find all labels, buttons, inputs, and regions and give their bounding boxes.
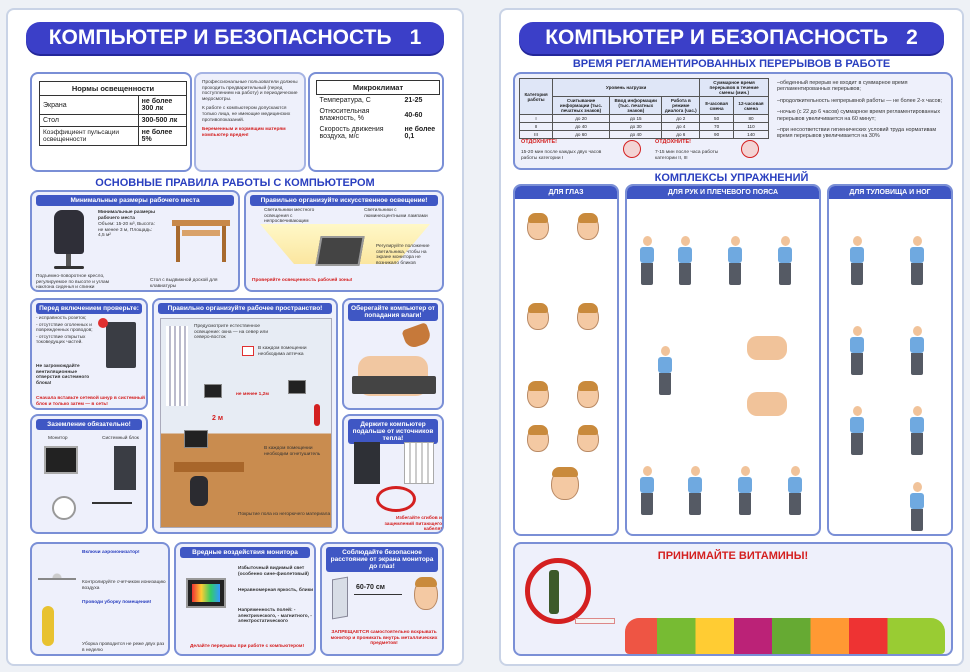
first-aid-kit-icon	[242, 346, 254, 356]
face-eyes-icon	[577, 214, 599, 240]
norm-value: не более 300 лк	[138, 96, 186, 115]
monitor-icon	[204, 384, 222, 398]
breaks-subheader: Работа в режиме диалога (час.)	[662, 97, 700, 115]
system-unit-label: Системный блок	[102, 436, 139, 441]
face-eyes-icon	[577, 426, 599, 452]
micro-value: не более 0,1	[404, 126, 436, 140]
office-chair-icon	[54, 210, 84, 254]
heat-header: Держите компьютер подальше от источников тепла!	[348, 419, 438, 444]
prohibited-sign-icon	[376, 486, 416, 512]
keyboard-icon	[352, 376, 436, 394]
poster2-title: КОМПЬЮТЕР И БЕЗОПАСНОСТЬ	[545, 26, 889, 49]
exercise-figure-icon	[657, 346, 673, 395]
table-cell: 80	[734, 115, 769, 123]
ionizer-note: Контролируйте счетчиком ионизацию воздуха	[82, 580, 166, 591]
face-eyes-icon	[577, 304, 599, 330]
break-note: –ночью (с 22 до 6 часов) суммарное время регламентированных перерывов увеличивается на 60 минут;	[777, 109, 941, 122]
workplace-size-box	[30, 190, 240, 292]
break-note: –при несоответствии гигиенических условий труда нормативам время перерывов увеличивается на 30%	[777, 127, 937, 140]
table-row	[520, 115, 769, 123]
vent-warning: Не загромождайте вентиляционные отверстия системного блока!	[36, 364, 90, 386]
face-eyes-icon	[527, 304, 549, 330]
window-blinds-icon	[166, 326, 188, 406]
poster2-number: 2	[906, 26, 918, 49]
office-chair-icon	[190, 476, 208, 506]
face-eyes-icon	[577, 382, 599, 408]
tea-cup-icon	[401, 322, 432, 350]
exercise-figure-icon	[909, 482, 925, 531]
breaks-col-header: Уровень нагрузки	[553, 79, 700, 97]
hazard-item: Неравномерная яркость, блики	[238, 588, 314, 593]
workplace-dims: Объем: 15-20 м³, Высота: не менее 3 м, Площадь: 4,5 м²	[98, 222, 155, 239]
hazard-item: Избыточный видимый свет (особенно сине-фиолетовый)	[238, 566, 309, 577]
microclimate-header: Микроклимат	[317, 81, 440, 95]
warning-badge-icon	[98, 318, 108, 328]
safe-distance-box	[320, 542, 444, 656]
microclimate-box	[308, 72, 444, 172]
before-power-on-box	[30, 298, 148, 410]
poster-computer-safety-2	[499, 8, 964, 666]
ground-wire-icon	[92, 502, 132, 504]
face-eyes-icon	[527, 214, 549, 240]
ionizer-header: Включи аэроионизатор!	[82, 550, 140, 555]
hands-icon	[747, 392, 787, 416]
torso-exercises-box	[827, 184, 953, 536]
fire-extinguisher-icon	[314, 404, 320, 426]
break-note: –обеденный перерыв не входит в суммарное время регламентированных перерывов;	[777, 80, 908, 93]
monitor-label: Монитор	[48, 436, 68, 441]
before-on-header: Перед включением проверьте:	[36, 303, 142, 314]
organize-note-1: Предусмотрите естественное освещение: окна — на север или северо-восток	[194, 324, 269, 341]
keyboard-tray-icon	[182, 230, 220, 236]
face-eyes-icon	[527, 382, 549, 408]
table-cell: до 40	[610, 131, 662, 139]
exercise-figure-icon	[909, 326, 925, 375]
organize-note-2: В каждом помещении необходима аптечка	[258, 346, 307, 357]
table-cell: II	[520, 123, 553, 131]
exercise-figure-icon	[687, 466, 703, 515]
workplace-header: Минимальные размеры рабочего места	[36, 195, 234, 206]
lighting-warning: Проверяйте освещенность рабочей зоны!	[252, 278, 353, 283]
exercise-figure-icon	[677, 236, 693, 285]
heat-sources-box	[342, 414, 444, 534]
face-eyes-icon	[551, 468, 579, 500]
chair-base-icon	[54, 266, 84, 269]
exercise-figure-icon	[909, 236, 925, 285]
exercise-figure-icon	[849, 326, 865, 375]
clock-icon	[623, 140, 641, 158]
table-cell: до 60	[553, 131, 610, 139]
medical-text: Профессиональные пользователи должны проходить предварительный (перед поступлением на работу) и периодические медосмотры.	[202, 80, 298, 102]
screen-spectrum-icon	[192, 584, 220, 602]
user-face-icon	[414, 578, 438, 610]
micro-label: Относительная влажность, %	[319, 108, 370, 122]
lighting-header: Правильно организуйте искусственное освещение!	[250, 195, 438, 206]
exercise-figure-icon	[849, 406, 865, 455]
table-cell: до 2	[662, 115, 700, 123]
lighting-norms-box	[30, 72, 192, 172]
distance-header: Соблюдайте безопасное расстояние от экрана монитора до глаз!	[326, 547, 438, 572]
vitamins-box	[513, 542, 953, 656]
ionizer-box	[30, 542, 170, 656]
table-cell: 110	[734, 123, 769, 131]
rules-section-title: ОСНОВНЫЕ ПРАВИЛА РАБОТЫ С КОМПЬЮТЕРОМ	[95, 177, 375, 189]
rest-1-text: 15-20 мин после каждых двух часов работы категории I	[521, 150, 602, 161]
norms-header: Нормы освещенности	[40, 82, 187, 96]
distance-arrow-icon	[354, 594, 402, 595]
lighting-note-3: Регулируйте положение светильника, чтобы на экране монитора не возникало бликов	[376, 244, 430, 266]
rest-1-label: ОТДОХНИТЕ!	[521, 139, 557, 145]
cable-warning: Избегайте сгибов и защемлений питающего кабеля!	[384, 516, 442, 533]
eyes-header: ДЛЯ ГЛАЗ	[515, 186, 617, 199]
breaks-box	[513, 72, 953, 170]
table-cell: до 4	[662, 123, 700, 131]
norm-label: Экрана	[40, 96, 139, 115]
table-cell: III	[520, 131, 553, 139]
breaks-subheader: Считывание информации (тыс. печатных знаков)	[553, 97, 610, 115]
organize-header: Правильно организуйте рабочее пространство!	[158, 303, 332, 314]
hazard-item: Напряженность полей: - электрического, - магнитного, - электростатического	[238, 608, 312, 625]
moisture-header: Оберегайте компьютер от попадания влаги!	[348, 303, 438, 321]
monitor-hazards-box	[174, 542, 316, 656]
heater-icon	[404, 442, 434, 484]
opening-warning: ЗАПРЕЩАЕТСЯ самостоятельно вскрывать монитор и проникать внутрь металлических предметов!	[330, 630, 438, 647]
power-socket-icon	[52, 496, 76, 520]
desk-leg-icon	[176, 226, 180, 262]
exercise-figure-icon	[849, 236, 865, 285]
hands-icon	[747, 336, 787, 360]
moisture-box	[342, 298, 444, 410]
poster-computer-safety-1	[6, 8, 464, 666]
breaks-subheader: Ввод информации (тыс. печатных знаков)	[610, 97, 662, 115]
check-item: - исправность розеток;	[36, 316, 87, 321]
artificial-lighting-box	[244, 190, 444, 292]
distance-label-1: не менее 1,2м	[236, 392, 269, 397]
table-cell: до 15	[610, 115, 662, 123]
hazards-footer: Делайте перерывы при работе с компьютером!	[189, 644, 305, 649]
monitor-icon	[44, 446, 78, 474]
desk-icon	[174, 462, 244, 472]
exercise-figure-icon	[787, 466, 803, 515]
table-cell: I	[520, 115, 553, 123]
table-cell: 70	[700, 123, 734, 131]
cord-warning: Сначала вставьте сетевой шнур в системный блок и только затем — в сеть!	[36, 396, 145, 407]
table-row	[520, 131, 769, 139]
table-cell: до 40	[553, 123, 610, 131]
fruits-vegetables-icon	[625, 618, 945, 654]
breaks-subheader: 8-часовая смена	[700, 97, 734, 115]
medical-info-box	[194, 72, 306, 172]
system-unit-icon	[354, 442, 380, 484]
keyboard-grid-icon	[315, 236, 364, 266]
check-item: - отсутствие открытых токоведущих частей.	[36, 334, 86, 346]
breaks-subheader: 12-часовая смена	[734, 97, 769, 115]
table-cell: до 6	[662, 131, 700, 139]
cleaning-note: Уборка проводится не реже двух раз в неделю	[82, 642, 165, 653]
organize-space-box	[152, 298, 338, 534]
table-cell: до 20	[553, 115, 610, 123]
exercise-figure-icon	[727, 236, 743, 285]
desk-leg-icon	[222, 226, 226, 262]
micro-value: 21-25	[404, 97, 423, 104]
poster1-number: 1	[409, 26, 422, 49]
cleaning-brush-icon	[42, 606, 54, 646]
grounding-header: Заземление обязательно!	[36, 419, 142, 430]
break-notes	[777, 80, 949, 140]
table-note: Стол с выдвижной доской для клавиатуры	[150, 278, 218, 289]
micro-label: Скорость движения воздуха, м/с	[319, 126, 384, 140]
lighting-note-1: Светильники местного освещения с непросвечивающим	[264, 208, 315, 225]
exercises-title: КОМПЛЕКСЫ УПРАЖНЕНИЙ	[654, 172, 809, 184]
workplace-caption: Минимальные размеры рабочего места	[98, 210, 156, 221]
distance-value: 60-70 см	[356, 584, 385, 591]
face-eyes-icon	[527, 426, 549, 452]
check-item: - отсутствие оголенных и поврежденных проводов;	[36, 322, 93, 334]
poster1-title: КОМПЬЮТЕР И БЕЗОПАСНОСТЬ	[48, 26, 392, 49]
arm-exercises-box	[625, 184, 821, 536]
exercise-figure-icon	[777, 236, 793, 285]
chair-note: Подъемно-поворотное кресло, регулируемое по высоте и углам наклона сиденья и спинки	[36, 274, 110, 291]
cigarette-icon	[575, 618, 615, 624]
organize-note-3: В каждом помещении необходим огнетушитель	[264, 446, 321, 457]
exercise-figure-icon	[639, 236, 655, 285]
system-unit-icon	[114, 446, 136, 490]
micro-value: 40-60	[404, 111, 423, 119]
monitor-icon	[184, 430, 208, 448]
clock-icon	[741, 140, 759, 158]
cleaning-header: Проводи уборку помещения!	[82, 600, 152, 605]
chandelier-ionizer-icon	[38, 560, 76, 580]
monitor-icon	[288, 380, 306, 394]
chair-stem-icon	[66, 254, 71, 266]
table-row	[520, 123, 769, 131]
poster2-title-banner	[519, 22, 944, 54]
hazards-header: Вредные воздействия монитора	[180, 547, 310, 558]
breaks-table	[519, 78, 769, 139]
organize-note-4: Покрытие пола из негорючего материала	[238, 512, 331, 517]
norm-label: Стол	[40, 115, 139, 127]
table-cell: 50	[700, 115, 734, 123]
norm-value: не более 5%	[138, 127, 186, 146]
rest-2-label: ОТДОХНИТЕ!	[655, 139, 691, 145]
poster1-title-banner	[26, 22, 444, 54]
break-note: –продолжительность непрерывной работы — не более 2-х часов;	[777, 97, 942, 104]
distance-label-2: 2 м	[212, 415, 224, 422]
table-cell: 90	[700, 131, 734, 139]
medical-warning: Беременным и кормящим матерям компьютер вреден!	[202, 127, 286, 138]
breaks-col-header: Категория работы	[520, 79, 553, 115]
system-unit-icon	[106, 322, 136, 368]
table-cell: 140	[734, 131, 769, 139]
exercise-figure-icon	[737, 466, 753, 515]
table-cell: до 30	[610, 123, 662, 131]
norm-value: 300-500 лк	[138, 115, 186, 127]
monitor-side-icon	[332, 577, 348, 620]
breaks-title: ВРЕМЯ РЕГЛАМЕНТИРОВАННЫХ ПЕРЕРЫВОВ В РАБОТЕ	[572, 58, 891, 70]
exercise-figure-icon	[639, 466, 655, 515]
lighting-note-2: Светильники с люминесцентными лампами	[364, 208, 428, 219]
eye-exercises-box	[513, 184, 619, 536]
vitamins-header: ПРИНИМАЙТЕ ВИТАМИНЫ!	[657, 550, 809, 562]
grounding-box	[30, 414, 148, 534]
micro-label: Температура, С	[319, 97, 371, 104]
breaks-col-header: Суммарное время перерывов в течение смены (мин.)	[700, 79, 769, 97]
medical-text-2: К работе с компьютером допускаются только лица, не имеющие медицинских противопоказаний.	[202, 106, 291, 123]
exercise-figure-icon	[909, 406, 925, 455]
bottle-icon	[549, 570, 559, 614]
arms-header: ДЛЯ РУК И ПЛЕЧЕВОГО ПОЯСА	[627, 186, 819, 199]
norm-label: Коэффициент пульсации освещенности	[40, 127, 139, 146]
rest-2-text: 7-15 мин после часа работы категории II, III	[655, 150, 719, 161]
torso-header: ДЛЯ ТУЛОВИЩА И НОГ	[829, 186, 951, 199]
